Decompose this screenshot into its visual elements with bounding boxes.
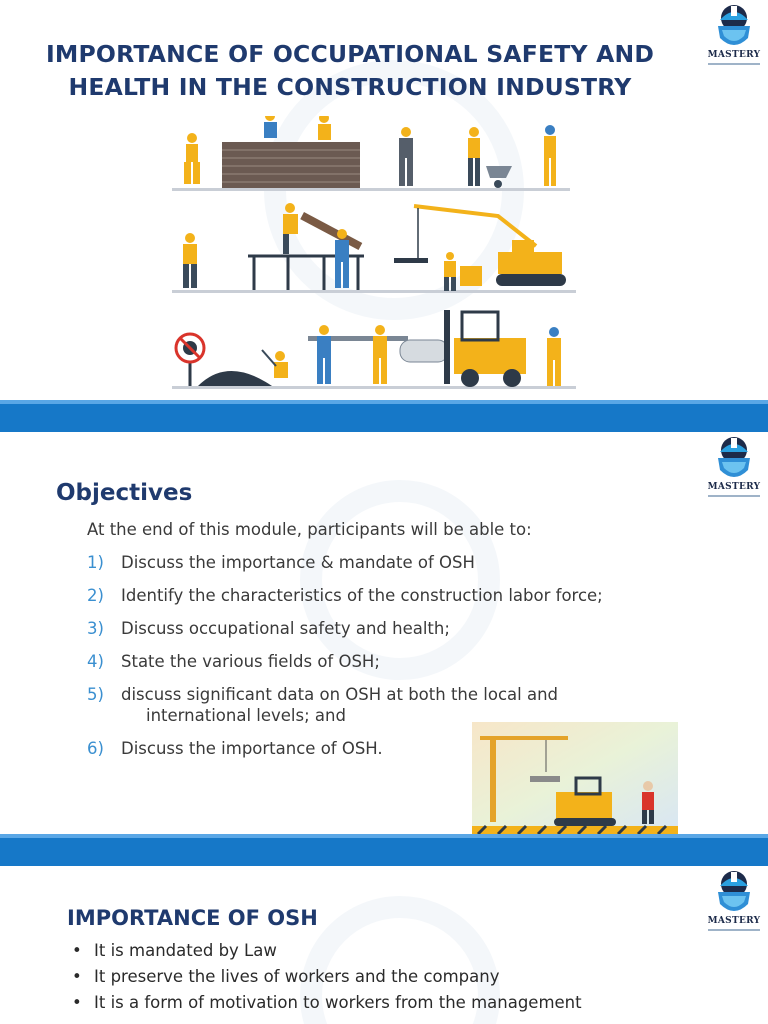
worker-icon [547, 327, 561, 386]
list-item: 2) Identify the characteristics of the construction labor force; [87, 586, 603, 605]
section-heading: Objectives [56, 480, 193, 506]
worker-icon [183, 233, 197, 288]
mastery-logo [704, 2, 764, 66]
worker-icon [399, 127, 413, 186]
list-item: 1) Discuss the importance & mandate of OSH [87, 553, 475, 572]
list-item: 6) Discuss the importance of OSH. [87, 739, 383, 758]
section-heading: IMPORTANCE OF OSH [67, 906, 318, 930]
list-item: 4) State the various fields of OSH; [87, 652, 380, 671]
page-title [0, 38, 700, 104]
slide-importance [0, 866, 768, 1024]
slide-objectives [0, 432, 768, 866]
shovel-worker [262, 350, 288, 378]
worker-icon [318, 116, 331, 140]
list-item: • It preserve the lives of workers and the company [72, 964, 752, 990]
worker-icon [264, 116, 277, 138]
worker-icon [444, 252, 456, 291]
list-item: • It is a form of motivation to workers from the management [72, 990, 752, 1016]
title-line-2: HEALTH IN THE CONSTRUCTION INDUSTRY [68, 73, 632, 101]
brick-wall [222, 142, 360, 188]
logo-tagline-line [708, 929, 760, 931]
footer-bar [0, 834, 768, 866]
worker-icon [283, 203, 298, 254]
forklift [400, 310, 526, 387]
construction-workers-illustration [168, 116, 580, 396]
list-item: 3) Discuss occupational safety and health; [87, 619, 450, 638]
logo-text: MASTERY [707, 916, 761, 926]
construction-site-image [472, 722, 678, 834]
list-item: 5) discuss significant data on OSH at both the local and international levels; and [87, 685, 559, 725]
logo-text: MASTERY [707, 50, 761, 60]
title-line-1: IMPORTANCE OF OCCUPATIONAL SAFETY AND [45, 40, 655, 68]
mastery-logo [704, 868, 764, 932]
worker-icon [317, 325, 331, 384]
shield-helmet-icon [704, 868, 764, 918]
worker-icon [373, 325, 387, 384]
wheelbarrow-worker [468, 127, 512, 188]
shield-helmet-icon [704, 434, 764, 484]
footer-bar [0, 400, 768, 432]
logo-tagline-line [708, 495, 760, 497]
intro-text: At the end of this module, participants will be able to: [87, 520, 532, 539]
shovel-worker [544, 125, 556, 186]
dirt-pile [198, 371, 272, 386]
list-item: • It is mandated by Law [72, 938, 752, 964]
no-entry-sign [176, 334, 204, 386]
slide-title [0, 0, 768, 432]
importance-list [72, 938, 752, 1016]
lumber-beam [300, 212, 362, 250]
shield-helmet-icon [704, 2, 764, 52]
logo-text: MASTERY [707, 482, 761, 492]
warning-sign [460, 266, 482, 286]
mastery-logo [704, 434, 764, 498]
logo-tagline-line [708, 63, 760, 65]
worker-icon [184, 133, 200, 184]
